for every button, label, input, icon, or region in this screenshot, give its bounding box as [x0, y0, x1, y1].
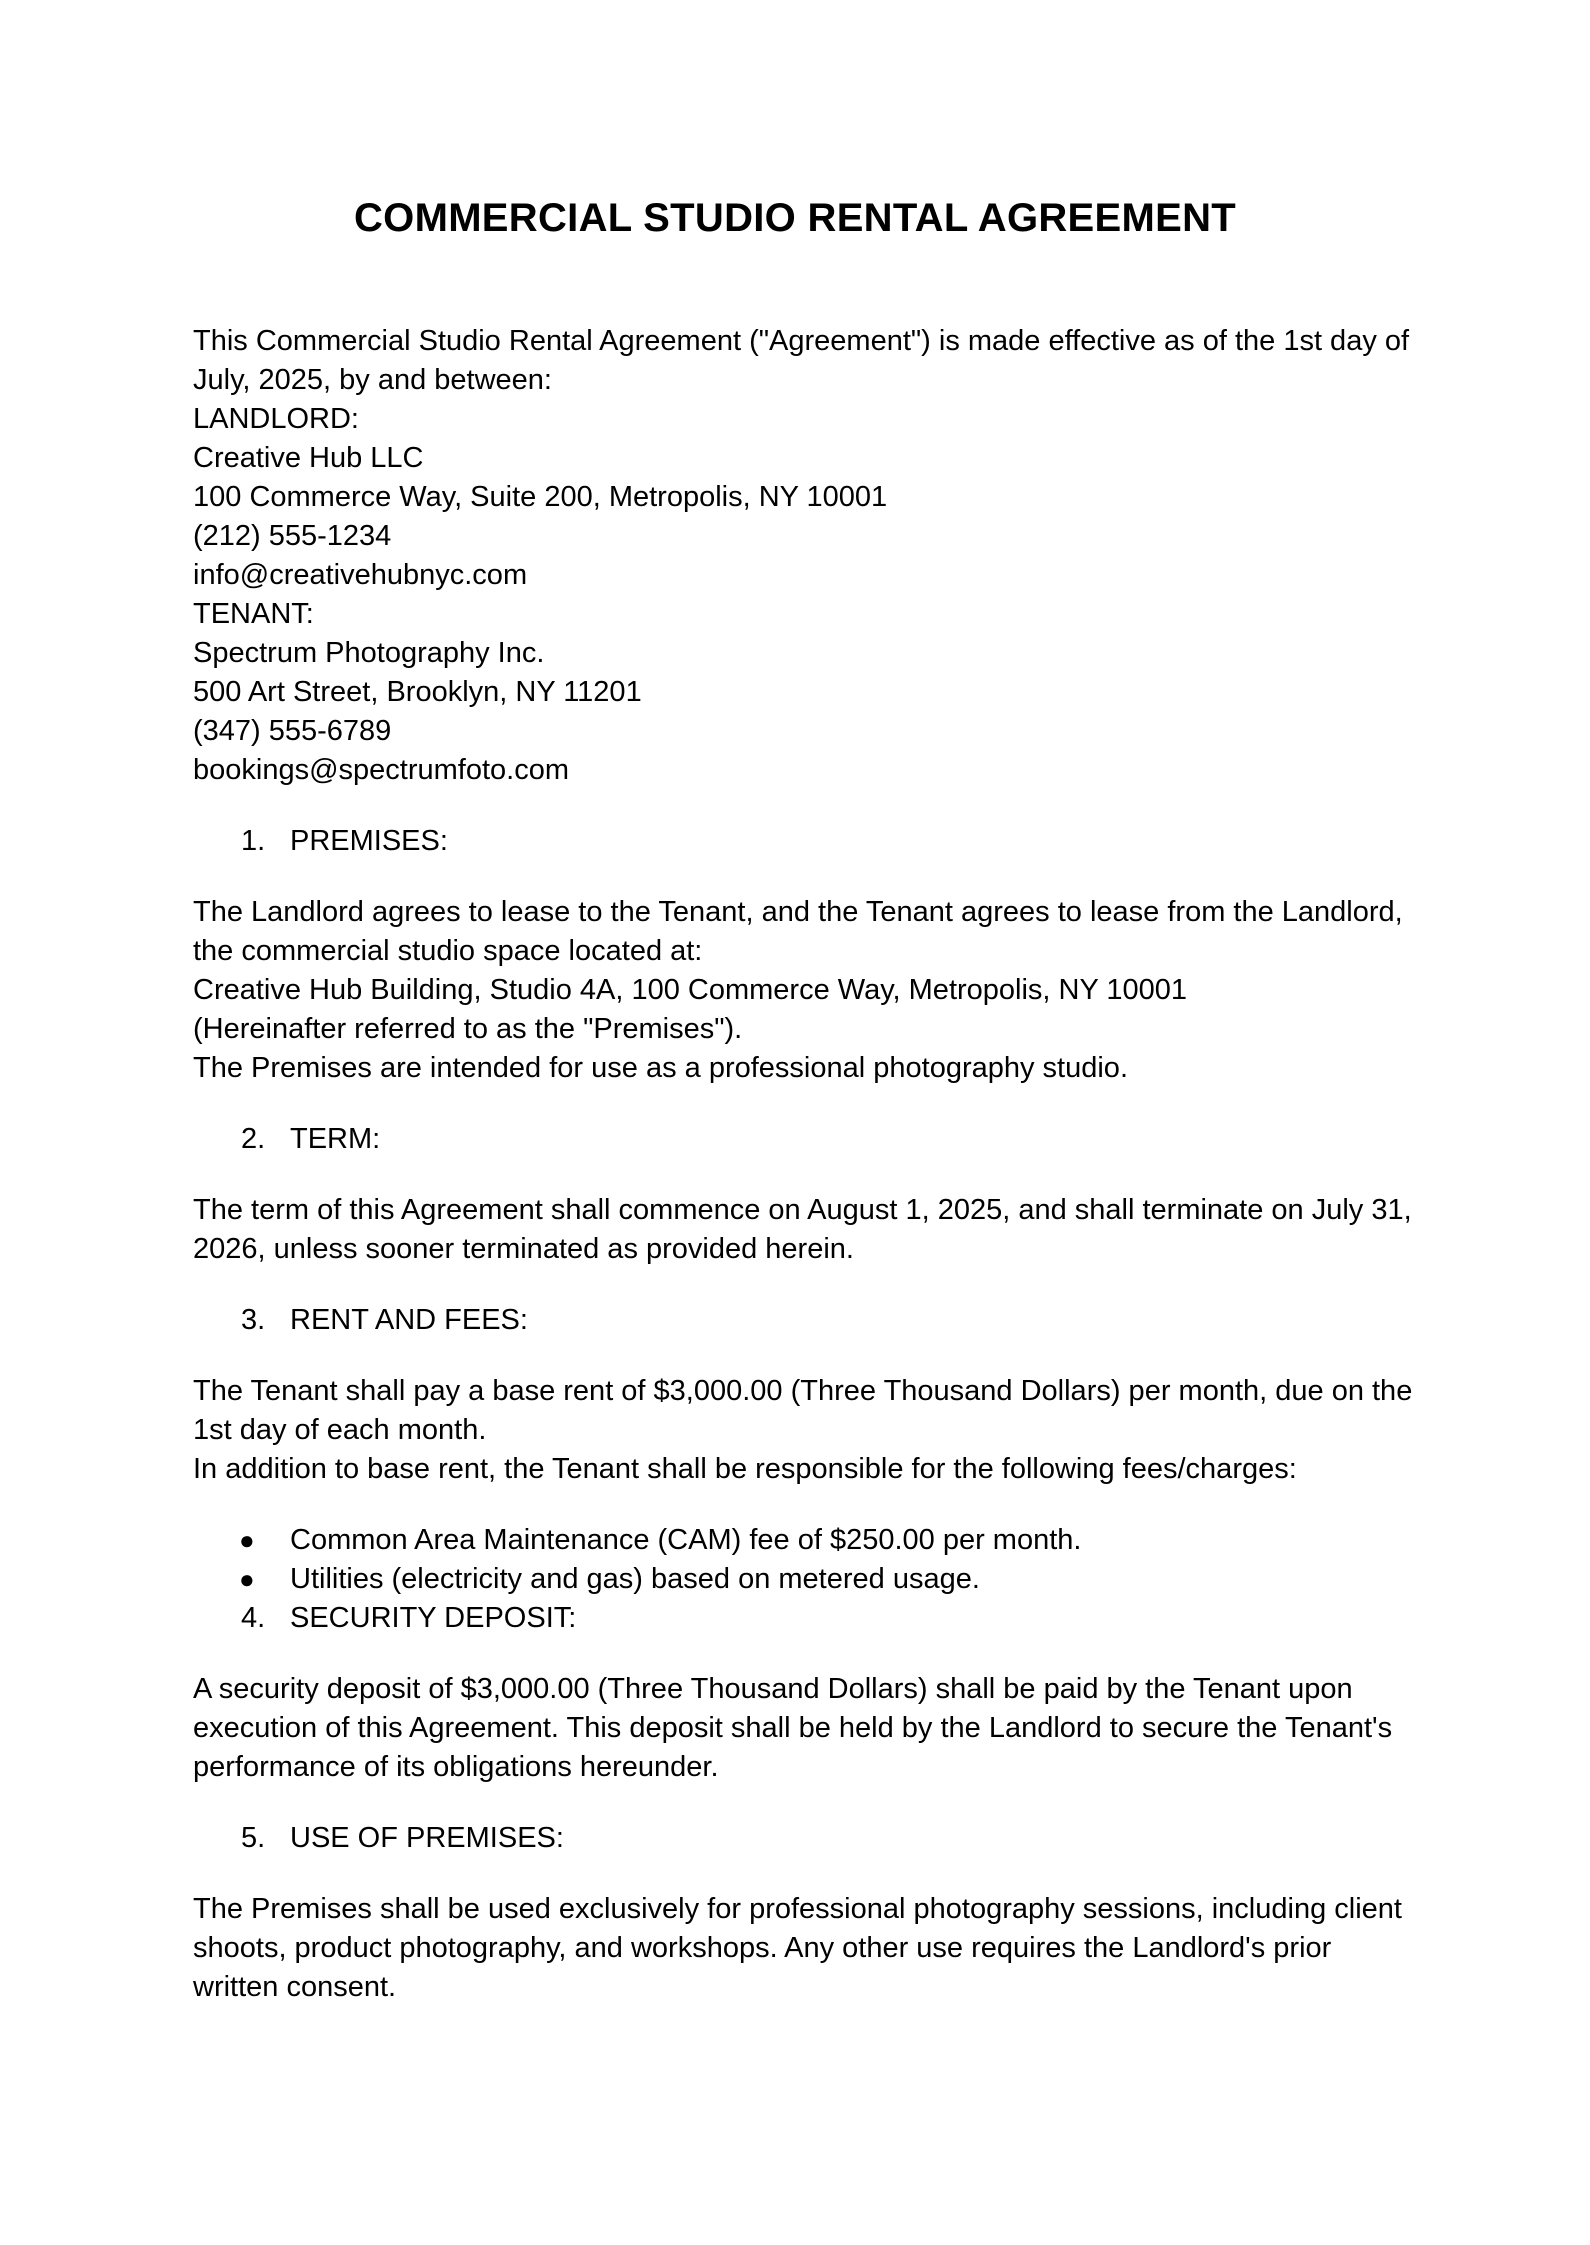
premises-paragraph: The Landlord agrees to lease to the Tenant, and the Tenant agrees to lease from the Landlord, the commercial studio space located at:: [193, 896, 1403, 967]
bullet-icon: ●: [239, 1525, 255, 1555]
section-heading-premises: [193, 822, 1413, 861]
use-of-premises-paragraph: The Premises shall be used exclusively for professional photography sessions, including client shoots, product photography, and workshops. Any other use requires the Landlord's prior written consent.: [193, 1893, 1402, 2003]
list-item: [193, 1560, 1413, 1599]
tenant-email: bookings@spectrumfoto.com: [193, 754, 569, 786]
landlord-email: info@creativehubnyc.com: [193, 559, 528, 591]
premises-location: Creative Hub Building, Studio 4A, 100 Commerce Way, Metropolis, NY 10001: [193, 974, 1188, 1006]
premises-purpose: The Premises are intended for use as a professional photography studio.: [193, 1052, 1128, 1084]
section-heading-label: TERM:: [290, 1123, 381, 1155]
tenant-address: 500 Art Street, Brooklyn, NY 11201: [193, 676, 642, 708]
landlord-address: 100 Commerce Way, Suite 200, Metropolis, NY 10001: [193, 481, 888, 513]
document-title: COMMERCIAL STUDIO RENTAL AGREEMENT: [353, 196, 1237, 240]
list-item: [193, 1521, 1413, 1560]
term-paragraph: The term of this Agreement shall commence on August 1, 2025, and shall terminate on July 31, 2026, unless sooner terminated as provided herein.: [193, 1194, 1412, 1265]
document-body: [193, 322, 1413, 2007]
security-deposit-paragraph: A security deposit of $3,000.00 (Three Thousand Dollars) shall be paid by the Tenant upon execution of this Agreement. This deposit shall be held by the Landlord to secure the Tenant's performance of its obligations hereunder.: [193, 1673, 1393, 1783]
rent-paragraph: The Tenant shall pay a base rent of $3,000.00 (Three Thousand Dollars) per month, due on the 1st day of each month.: [193, 1375, 1413, 1446]
section-heading-rent: [193, 1301, 1413, 1340]
section-number: 2.: [241, 1123, 266, 1155]
premises-definition: (Hereinafter referred to as the "Premises").: [193, 1013, 743, 1045]
bullet-icon: ●: [239, 1564, 255, 1594]
bullet-text: Utilities (electricity and gas) based on metered usage.: [290, 1563, 980, 1595]
section-heading-label: SECURITY DEPOSIT:: [290, 1602, 577, 1634]
section-heading-use-of-premises: [193, 1819, 1413, 1858]
section-heading-term: [193, 1120, 1413, 1159]
tenant-heading: TENANT:: [193, 598, 314, 630]
section-heading-label: RENT AND FEES:: [290, 1304, 528, 1336]
section-number: 4.: [241, 1602, 266, 1634]
section-number: 3.: [241, 1304, 266, 1336]
section-heading-security-deposit: [193, 1599, 1413, 1638]
section-heading-label: PREMISES:: [290, 825, 448, 857]
tenant-phone: (347) 555-6789: [193, 715, 392, 747]
intro-paragraph: This Commercial Studio Rental Agreement ("Agreement") is made effective as of the 1st day of July, 2025, by and between:: [193, 325, 1410, 396]
section-number: 1.: [241, 825, 266, 857]
landlord-phone: (212) 555-1234: [193, 520, 392, 552]
tenant-name: Spectrum Photography Inc.: [193, 637, 545, 669]
bullet-text: Common Area Maintenance (CAM) fee of $250.00 per month.: [290, 1524, 1082, 1556]
landlord-name: Creative Hub LLC: [193, 442, 424, 474]
section-number: 5.: [241, 1822, 266, 1854]
landlord-heading: LANDLORD:: [193, 403, 359, 435]
fees-intro: In addition to base rent, the Tenant shall be responsible for the following fees/charges:: [193, 1453, 1297, 1485]
section-heading-label: USE OF PREMISES:: [290, 1822, 564, 1854]
